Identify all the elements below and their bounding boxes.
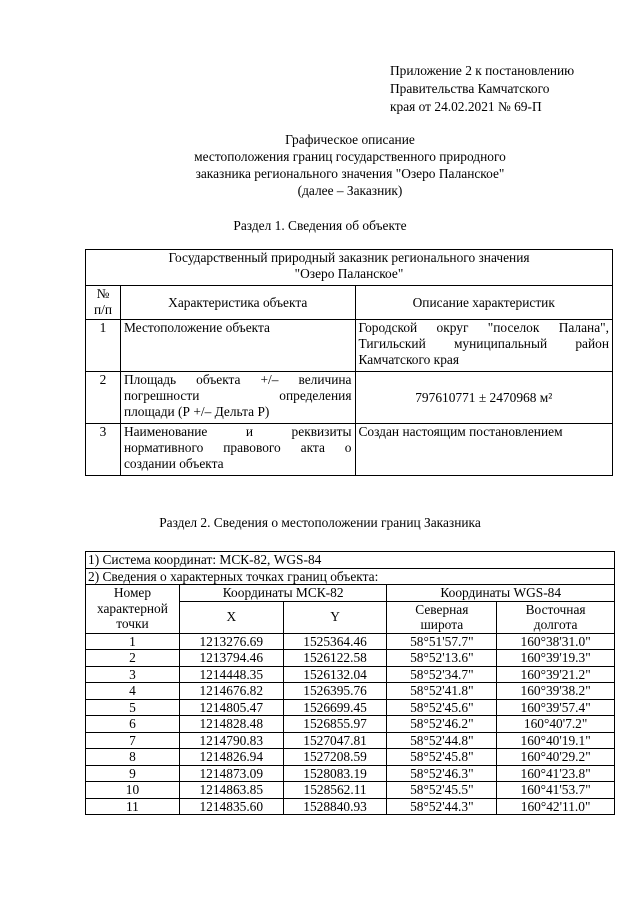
wgs-longitude: 160°39'21.2": [497, 666, 615, 683]
msk-x: 1214828.48: [179, 716, 283, 733]
msk-y: 1527208.59: [283, 749, 387, 766]
boundary-points-line: 2) Сведения о характерных точках границ объекта:: [86, 568, 615, 585]
wgs-latitude: 58°52'44.8": [387, 732, 497, 749]
row-characteristic: [120, 320, 355, 372]
table-row: [86, 749, 615, 766]
description-line: Камчатского края: [358, 352, 459, 367]
point-header-line-2: характерной: [96, 600, 168, 616]
msk-x: 1214826.94: [179, 749, 283, 766]
wgs-latitude: 58°52'46.3": [387, 765, 497, 782]
wgs-latitude: 58°52'44.3": [387, 798, 497, 815]
col-header-num: [86, 286, 121, 320]
characteristic-line: Наименование и реквизиты: [123, 424, 352, 439]
wgs-longitude: 160°40'19.1": [497, 732, 615, 749]
title-line-4: (далее – Заказник): [297, 183, 403, 198]
wgs-longitude: 160°38'31.0": [497, 633, 615, 650]
latitude-header-line-1: Северная: [415, 601, 469, 617]
characteristic-line: Местоположение объекта: [123, 320, 270, 335]
wgs-longitude: 160°42'11.0": [497, 798, 615, 815]
wgs-longitude: 160°41'53.7": [497, 782, 615, 799]
appendix-line-1: Приложение 2 к постановлению: [390, 63, 575, 78]
characteristic-line: нормативного правового акта о: [123, 440, 352, 455]
table-row: [86, 372, 613, 424]
wgs-latitude: 58°52'45.8": [387, 749, 497, 766]
msk-x: 1214790.83: [179, 732, 283, 749]
table-row: [86, 732, 615, 749]
title-line-1: Графическое описание: [285, 132, 415, 147]
longitude-header-line-2: долгота: [533, 617, 578, 632]
col-header-num-line-1: №: [96, 286, 110, 301]
col-header-point-number: [86, 585, 180, 634]
wgs-latitude: 58°51'57.7": [387, 633, 497, 650]
document-title: [150, 131, 550, 199]
table-row: [86, 782, 615, 799]
row-characteristic: [120, 372, 355, 424]
col-header-msk82: Координаты МСК-82: [179, 585, 387, 602]
msk-y: 1525364.46: [283, 633, 387, 650]
title-line-3: заказника регионального значения "Озеро Паланское": [195, 166, 505, 181]
msk-x: 1213794.46: [179, 650, 283, 667]
row-characteristic: [120, 424, 355, 476]
section2-heading: Раздел 2. Сведения о местоположении границ Заказника: [159, 515, 481, 530]
table-row: [86, 765, 615, 782]
point-number: 9: [86, 765, 180, 782]
point-header-line-1: Номер: [113, 585, 152, 600]
appendix-line-2: Правительства Камчатского: [390, 81, 550, 96]
col-header-characteristic: Характеристика объекта: [120, 286, 355, 320]
row-description: [355, 320, 613, 372]
wgs-latitude: 58°52'45.5": [387, 782, 497, 799]
wgs-latitude: 58°52'41.8": [387, 683, 497, 700]
table-row: [86, 650, 615, 667]
col-header-description: Описание характеристик: [355, 286, 613, 320]
section1-heading: Раздел 1. Сведения об объекте: [233, 218, 407, 233]
col-header-x: X: [179, 601, 283, 633]
wgs-latitude: 58°52'13.6": [387, 650, 497, 667]
table-row: [86, 683, 615, 700]
msk-y: 1526122.58: [283, 650, 387, 667]
wgs-longitude: 160°40'7.2": [497, 716, 615, 733]
point-number: 1: [86, 633, 180, 650]
table-row: [86, 699, 615, 716]
latitude-header-line-2: широта: [420, 617, 464, 632]
point-number: 11: [86, 798, 180, 815]
point-number: 4: [86, 683, 180, 700]
msk-x: 1213276.69: [179, 633, 283, 650]
point-number: 2: [86, 650, 180, 667]
msk-x: 1214448.35: [179, 666, 283, 683]
msk-y: 1528562.11: [283, 782, 387, 799]
col-header-num-line-2: п/п: [93, 302, 112, 317]
col-header-y: Y: [283, 601, 387, 633]
msk-y: 1528840.93: [283, 798, 387, 815]
table-row: [86, 320, 613, 372]
object-table-title-line-2: "Озеро Паланское": [294, 266, 404, 281]
wgs-longitude: 160°39'57.4": [497, 699, 615, 716]
object-table-title-line-1: Государственный природный заказник регионального значения: [168, 250, 530, 265]
table-row: [86, 633, 615, 650]
col-header-latitude: [387, 601, 497, 633]
msk-y: 1526132.04: [283, 666, 387, 683]
row-description: Создан настоящим постановлением: [355, 424, 613, 476]
characteristic-line: погрешности определения: [123, 388, 352, 403]
msk-y: 1526395.76: [283, 683, 387, 700]
wgs-latitude: 58°52'34.7": [387, 666, 497, 683]
coordinates-table: [85, 551, 615, 815]
point-number: 5: [86, 699, 180, 716]
msk-x: 1214835.60: [179, 798, 283, 815]
col-header-wgs84: Координаты WGS-84: [387, 585, 615, 602]
appendix-line-3: края от 24.02.2021 № 69-П: [390, 99, 542, 114]
row-num: 1: [86, 320, 121, 372]
table-row: [86, 798, 615, 815]
msk-x: 1214805.47: [179, 699, 283, 716]
msk-y: 1528083.19: [283, 765, 387, 782]
longitude-header-line-1: Восточная: [525, 601, 586, 617]
col-header-longitude: [497, 601, 615, 633]
title-line-2: местоположения границ государственного природного: [194, 149, 506, 164]
msk-y: 1526699.45: [283, 699, 387, 716]
msk-x: 1214676.82: [179, 683, 283, 700]
row-num: 3: [86, 424, 121, 476]
point-number: 7: [86, 732, 180, 749]
point-header-line-3: точки: [116, 616, 149, 631]
msk-x: 1214873.09: [179, 765, 283, 782]
characteristic-line: площади (Р +/– Дельта Р): [123, 404, 270, 419]
wgs-longitude: 160°39'38.2": [497, 683, 615, 700]
object-info-table: [85, 249, 613, 476]
characteristic-line: создании объекта: [123, 456, 224, 471]
table-row: [86, 424, 613, 476]
msk-y: 1527047.81: [283, 732, 387, 749]
wgs-longitude: 160°40'29.2": [497, 749, 615, 766]
description-line: Городской округ "поселок Палана",: [358, 320, 609, 335]
wgs-longitude: 160°39'19.3": [497, 650, 615, 667]
wgs-longitude: 160°41'23.8": [497, 765, 615, 782]
description-line: Тигильский муниципальный район: [358, 336, 609, 351]
wgs-latitude: 58°52'46.2": [387, 716, 497, 733]
wgs-latitude: 58°52'45.6": [387, 699, 497, 716]
row-description: 797610771 ± 2470968 м²: [355, 372, 613, 424]
coordinate-system-line: 1) Система координат: МСК-82, WGS-84: [86, 552, 615, 569]
point-number: 10: [86, 782, 180, 799]
object-table-title: [86, 250, 613, 286]
table-row: [86, 716, 615, 733]
table-row: [86, 666, 615, 683]
msk-y: 1526855.97: [283, 716, 387, 733]
row-num: 2: [86, 372, 121, 424]
msk-x: 1214863.85: [179, 782, 283, 799]
point-number: 8: [86, 749, 180, 766]
appendix-header: [390, 62, 574, 116]
point-number: 3: [86, 666, 180, 683]
characteristic-line: Площадь объекта +/– величина: [123, 372, 352, 387]
point-number: 6: [86, 716, 180, 733]
